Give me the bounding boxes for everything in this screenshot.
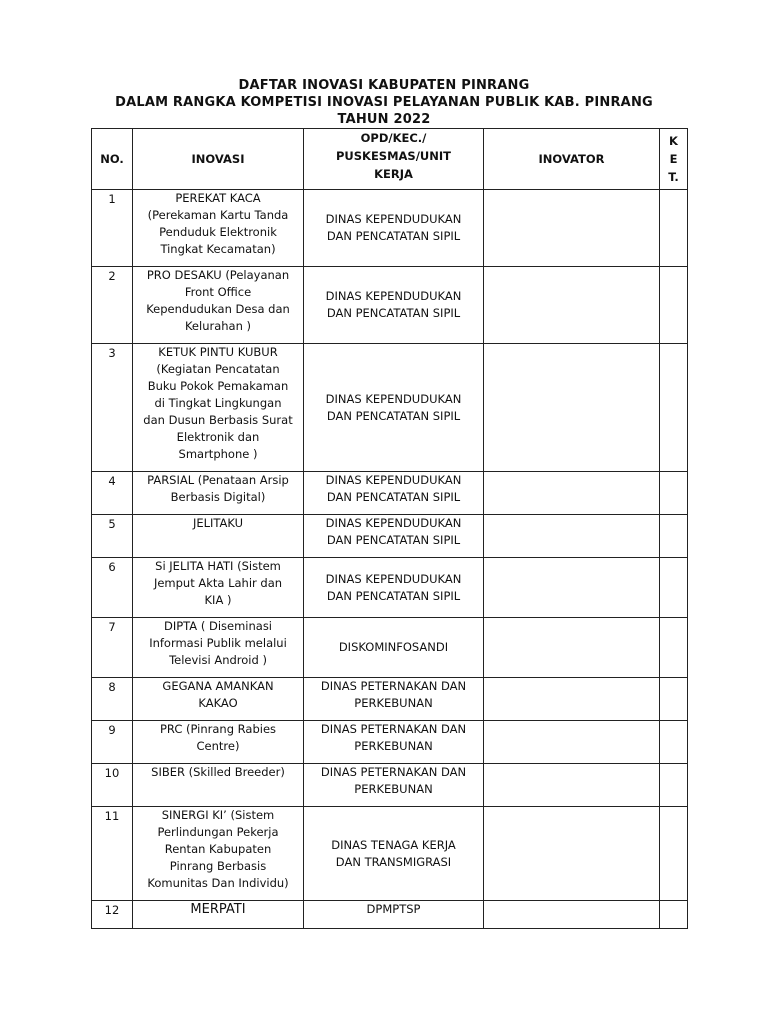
innovation-line: (Kegiatan Pencatatan [156, 362, 280, 376]
innovation-line: (Perekaman Kartu Tanda [147, 208, 289, 222]
inovator-cell [484, 764, 660, 807]
innovation-line: Buku Pokok Pemakaman [147, 379, 289, 393]
innovation-line: Tingkat Kecamatan) [160, 242, 276, 256]
ket-cell [660, 901, 688, 929]
inovator-cell [484, 344, 660, 472]
row-number: 9 [92, 721, 133, 764]
ket-cell [660, 678, 688, 721]
opd-line: DPMPTSP [366, 902, 421, 916]
row-number: 3 [92, 344, 133, 472]
opd-line: PERKEBUNAN [354, 739, 433, 753]
opd-cell [304, 472, 484, 515]
innovation-line: Elektronik dan [176, 430, 260, 444]
ket-cell [660, 618, 688, 678]
ket-cell [660, 267, 688, 344]
innovation-line: Front Office [184, 285, 252, 299]
opd-line: DAN PENCATATAN SIPIL [326, 229, 461, 243]
opd-cell [304, 901, 484, 929]
innovation-line: KIA ) [204, 593, 232, 607]
opd-line: DINAS KEPENDUDUKAN [325, 473, 462, 487]
opd-line: DINAS KEPENDUDUKAN [325, 212, 462, 226]
innovation-line: Pinrang Berbasis [169, 859, 267, 873]
innovation-cell [133, 618, 304, 678]
innovation-line: KETUK PINTU KUBUR [158, 345, 278, 359]
header-opd [304, 129, 484, 190]
innovation-cell [133, 190, 304, 267]
opd-cell [304, 721, 484, 764]
table-header-row [92, 129, 688, 190]
ket-cell [660, 558, 688, 618]
innovation-cell [133, 807, 304, 901]
opd-line: DINAS PETERNAKAN DAN [320, 679, 467, 693]
table-row [92, 472, 688, 515]
ket-cell [660, 190, 688, 267]
table-row [92, 678, 688, 721]
opd-line: DAN TRANSMIGRASI [335, 854, 452, 869]
opd-cell [304, 267, 484, 344]
innovation-line: Penduduk Elektronik [159, 225, 277, 239]
innovation-line: SINERGI KI’ (Sistem [161, 808, 275, 822]
inovator-cell [484, 721, 660, 764]
opd-line: DINAS KEPENDUDUKAN [325, 391, 462, 406]
ket-cell [660, 721, 688, 764]
opd-cell [304, 558, 484, 618]
innovation-cell [133, 764, 304, 807]
inovator-cell [484, 618, 660, 678]
inovator-cell [484, 267, 660, 344]
ket-cell [660, 344, 688, 472]
innovation-line: GEGANA AMANKAN [162, 679, 274, 693]
opd-line: DINAS PETERNAKAN DAN [320, 722, 467, 736]
title-line-2: DALAM RANGKA KOMPETISI INOVASI PELAYANAN PUBLIK KAB. PINRANG [115, 95, 653, 110]
opd-line: PERKEBUNAN [354, 696, 433, 710]
opd-cell [304, 807, 484, 901]
opd-line: DAN PENCATATAN SIPIL [326, 588, 461, 603]
table-row [92, 901, 688, 929]
opd-line: DINAS KEPENDUDUKAN [325, 571, 462, 586]
innovation-line: PRC (Pinrang Rabies [159, 722, 277, 736]
table-row [92, 807, 688, 901]
inovator-cell [484, 558, 660, 618]
opd-line: DAN PENCATATAN SIPIL [326, 533, 461, 547]
header-ket [660, 129, 688, 190]
innovation-cell [133, 472, 304, 515]
innovation-line: Rentan Kabupaten [164, 842, 272, 856]
innovation-line: Informasi Publik melalui [149, 636, 287, 650]
row-number: 8 [92, 678, 133, 721]
opd-line: DAN PENCATATAN SIPIL [326, 306, 461, 320]
opd-line: DINAS KEPENDUDUKAN [325, 516, 462, 530]
innovation-line: PRO DESAKU (Pelayanan [146, 268, 290, 282]
table-row [92, 764, 688, 807]
innovation-line: di Tingkat Lingkungan [154, 396, 282, 410]
innovation-line: Berbasis Digital) [170, 490, 266, 504]
innovation-line: KAKAO [198, 696, 238, 710]
innovation-line: Komunitas Dan Individu) [147, 876, 289, 890]
inovator-cell [484, 472, 660, 515]
opd-line: DAN PENCATATAN SIPIL [326, 408, 461, 423]
opd-line: DAN PENCATATAN SIPIL [326, 490, 461, 504]
header-ket-line-1: K [669, 134, 678, 148]
inovator-cell [484, 515, 660, 558]
table-row [92, 267, 688, 344]
header-opd-line-3: KERJA [374, 167, 413, 181]
row-number: 11 [92, 807, 133, 901]
innovation-cell [133, 901, 304, 929]
opd-cell [304, 515, 484, 558]
row-number: 6 [92, 558, 133, 618]
innovation-line: Jemput Akta Lahir dan [153, 576, 283, 590]
row-number: 5 [92, 515, 133, 558]
opd-cell [304, 190, 484, 267]
opd-line: DISKOMINFOSANDI [338, 640, 449, 654]
document-title [0, 77, 768, 128]
header-inovasi: INOVASI [133, 129, 304, 190]
row-number: 2 [92, 267, 133, 344]
innovation-cell [133, 678, 304, 721]
header-ket-line-3: T. [668, 170, 679, 184]
innovation-line: DIPTA ( Diseminasi [163, 619, 272, 633]
innovation-cell [133, 721, 304, 764]
innovation-line: Si JELITA HATI (Sistem [155, 559, 281, 573]
row-number: 1 [92, 190, 133, 267]
innovation-line: JELITAKU [192, 516, 244, 530]
innovation-cell [133, 267, 304, 344]
opd-line: PERKEBUNAN [354, 782, 433, 796]
row-number: 4 [92, 472, 133, 515]
opd-cell [304, 618, 484, 678]
innovation-cell [133, 558, 304, 618]
innovation-cell [133, 515, 304, 558]
innovation-line: Smartphone ) [178, 447, 258, 461]
ket-cell [660, 515, 688, 558]
innovation-line: Televisi Android ) [169, 653, 267, 667]
table-row [92, 558, 688, 618]
inovator-cell [484, 190, 660, 267]
table-row [92, 721, 688, 764]
header-opd-line-2: PUSKESMAS/UNIT [335, 149, 451, 163]
innovation-table [91, 128, 688, 929]
opd-line: DINAS TENAGA KERJA [331, 837, 456, 852]
opd-line: DINAS PETERNAKAN DAN [320, 765, 467, 779]
header-ket-line-2: E [669, 152, 678, 166]
title-line-1: DAFTAR INOVASI KABUPATEN PINRANG [238, 78, 530, 93]
table-row [92, 344, 688, 472]
header-opd-line-1: OPD/KEC./ [360, 131, 427, 145]
row-number: 12 [92, 901, 133, 929]
row-number: 10 [92, 764, 133, 807]
innovation-line: dan Dusun Berbasis Surat [143, 413, 293, 427]
ket-cell [660, 764, 688, 807]
opd-cell [304, 344, 484, 472]
innovation-line: Kependudukan Desa dan [146, 302, 290, 316]
opd-cell [304, 678, 484, 721]
ket-cell [660, 807, 688, 901]
innovation-line: PEREKAT KACA [175, 191, 261, 205]
inovator-cell [484, 901, 660, 929]
table-row [92, 618, 688, 678]
opd-line: DINAS KEPENDUDUKAN [325, 289, 462, 303]
innovation-line: SIBER (Skilled Breeder) [151, 765, 285, 779]
row-number: 7 [92, 618, 133, 678]
inovator-cell [484, 678, 660, 721]
innovation-line: Perlindungan Pekerja [157, 825, 279, 839]
innovation-cell [133, 344, 304, 472]
title-line-3: TAHUN 2022 [337, 112, 431, 127]
innovation-line: MERPATI [190, 902, 246, 917]
header-no: NO. [92, 129, 133, 190]
innovation-line: Kelurahan ) [184, 319, 252, 333]
opd-cell [304, 764, 484, 807]
table-row [92, 515, 688, 558]
ket-cell [660, 472, 688, 515]
inovator-cell [484, 807, 660, 901]
header-inovator: INOVATOR [484, 129, 660, 190]
innovation-line: PARSIAL (Penataan Arsip [147, 473, 289, 487]
table-row [92, 190, 688, 267]
innovation-line: Centre) [196, 739, 240, 753]
